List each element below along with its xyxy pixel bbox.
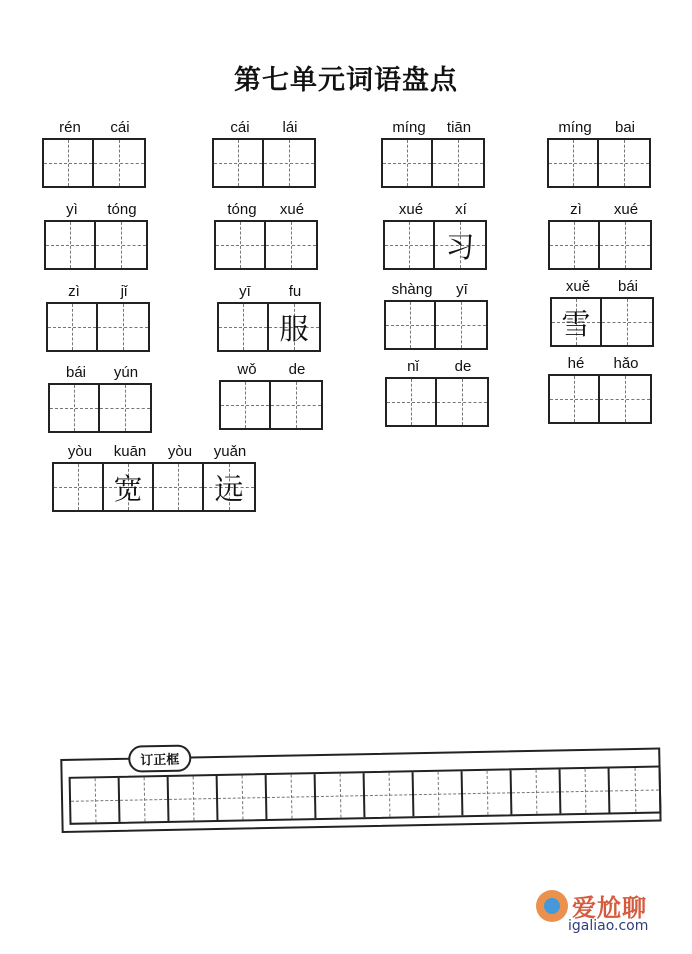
word-item <box>217 283 321 352</box>
pinyin-label: míng <box>558 119 592 136</box>
correction-cell[interactable] <box>120 777 170 822</box>
word-item <box>383 201 487 270</box>
pinyin-row <box>214 201 318 220</box>
pinyin-row <box>42 119 146 138</box>
word-item <box>52 443 256 512</box>
writing-cell[interactable] <box>549 140 599 186</box>
correction-cell[interactable] <box>316 773 366 818</box>
writing-cell[interactable] <box>98 304 148 350</box>
tian-grid <box>550 297 654 347</box>
pinyin-label: hǎo <box>613 355 639 372</box>
pinyin-label: yuǎn <box>213 443 247 460</box>
correction-cell[interactable] <box>414 771 464 816</box>
word-item <box>212 119 316 188</box>
word-item <box>548 355 652 424</box>
correction-cell[interactable] <box>365 772 415 817</box>
word-item <box>547 119 651 188</box>
tian-grid <box>48 383 152 433</box>
pinyin-label: wǒ <box>237 361 257 378</box>
pinyin-row <box>547 119 651 138</box>
pinyin-label: xí <box>455 201 467 218</box>
pinyin-label: hé <box>567 355 585 372</box>
tian-grid <box>219 380 323 430</box>
watermark-url: igaliao.com <box>568 918 649 934</box>
pinyin-label: yòu <box>167 443 193 460</box>
correction-frame <box>60 733 662 833</box>
pinyin-row <box>217 283 321 302</box>
writing-cell[interactable] <box>50 385 100 431</box>
writing-cell[interactable] <box>96 222 146 268</box>
pinyin-row <box>212 119 316 138</box>
pinyin-label: bai <box>614 119 636 136</box>
tian-grid <box>548 374 652 424</box>
correction-cell[interactable] <box>610 768 660 813</box>
pinyin-label: xuě <box>565 278 591 295</box>
tian-grid <box>217 302 321 352</box>
word-item <box>548 201 652 270</box>
writing-cell[interactable] <box>94 140 144 186</box>
correction-cell[interactable] <box>169 776 219 821</box>
writing-cell[interactable] <box>214 140 264 186</box>
correction-cell[interactable] <box>267 774 317 819</box>
word-item <box>44 201 148 270</box>
writing-cell[interactable] <box>437 379 487 425</box>
correction-cell[interactable] <box>561 768 611 813</box>
hanzi-char: 远 <box>214 471 244 506</box>
word-item <box>550 278 654 347</box>
writing-cell[interactable] <box>104 464 154 510</box>
tian-grid <box>42 138 146 188</box>
pinyin-row <box>385 358 489 377</box>
word-item <box>385 358 489 427</box>
writing-cell[interactable] <box>602 299 652 345</box>
word-item <box>46 283 150 352</box>
pinyin-row <box>548 201 652 220</box>
correction-cell[interactable] <box>218 775 268 820</box>
writing-cell[interactable] <box>266 222 316 268</box>
writing-cell[interactable] <box>387 379 437 425</box>
pinyin-label: cái <box>110 119 130 136</box>
pinyin-label: zì <box>570 201 582 218</box>
writing-cell[interactable] <box>204 464 254 510</box>
tian-grid <box>52 462 256 512</box>
pinyin-row <box>381 119 485 138</box>
tian-grid <box>212 138 316 188</box>
word-item <box>48 364 152 433</box>
tian-grid <box>214 220 318 270</box>
writing-cell[interactable] <box>550 222 600 268</box>
pinyin-label: cái <box>230 119 250 136</box>
word-item <box>219 361 323 430</box>
writing-cell[interactable] <box>599 140 649 186</box>
hanzi-char: 宽 <box>113 471 143 506</box>
pinyin-label: yì <box>66 201 78 218</box>
hanzi-char: 雪 <box>561 306 591 341</box>
tian-grid <box>44 220 148 270</box>
pinyin-label: yún <box>113 364 139 381</box>
pinyin-label: bái <box>617 278 639 295</box>
writing-cell[interactable] <box>48 304 98 350</box>
pinyin-label: xué <box>398 201 424 218</box>
writing-cell[interactable] <box>386 302 436 348</box>
pinyin-row <box>219 361 323 380</box>
page-title: 第七单元词语盘点 <box>234 65 458 96</box>
pinyin-label: nǐ <box>407 358 419 375</box>
writing-cell[interactable] <box>552 299 602 345</box>
writing-cell[interactable] <box>219 304 269 350</box>
pinyin-row <box>550 278 654 297</box>
pinyin-label: de <box>288 361 306 378</box>
correction-cell[interactable] <box>512 769 562 814</box>
word-item <box>381 119 485 188</box>
writing-cell[interactable] <box>600 222 650 268</box>
pinyin-row <box>548 355 652 374</box>
writing-cell[interactable] <box>435 222 485 268</box>
correction-frame-label: 订正框 <box>128 744 192 772</box>
tian-grid <box>547 138 651 188</box>
pinyin-label: yòu <box>67 443 93 460</box>
writing-cell[interactable] <box>600 376 650 422</box>
writing-cell[interactable] <box>46 222 96 268</box>
writing-cell[interactable] <box>100 385 150 431</box>
pinyin-label: kuān <box>113 443 147 460</box>
writing-cell[interactable] <box>269 304 319 350</box>
pinyin-label: tóng <box>107 201 137 218</box>
writing-cell[interactable] <box>271 382 321 428</box>
pinyin-label: jǐ <box>120 283 128 300</box>
pinyin-label: rén <box>59 119 81 136</box>
pinyin-row <box>48 364 152 383</box>
writing-cell[interactable] <box>385 222 435 268</box>
writing-cell[interactable] <box>44 140 94 186</box>
pinyin-label: xué <box>613 201 639 218</box>
pinyin-label: xué <box>279 201 305 218</box>
correction-cell[interactable] <box>71 778 121 823</box>
writing-cell[interactable] <box>433 140 483 186</box>
writing-cell[interactable] <box>550 376 600 422</box>
pinyin-label: yī <box>239 283 251 300</box>
watermark-text: 爱尬聊 <box>572 894 647 922</box>
logo-badge-icon <box>536 890 568 922</box>
pinyin-label: yī <box>456 281 468 298</box>
pinyin-label: lái <box>282 119 298 136</box>
pinyin-label: shàng <box>391 281 433 298</box>
pinyin-row <box>46 283 150 302</box>
tian-grid <box>385 377 489 427</box>
word-item <box>214 201 318 270</box>
pinyin-label: tiān <box>446 119 472 136</box>
writing-cell[interactable] <box>264 140 314 186</box>
pinyin-row <box>52 443 256 462</box>
tian-grid <box>548 220 652 270</box>
pinyin-label: zì <box>68 283 80 300</box>
hanzi-char: 服 <box>279 311 309 346</box>
pinyin-row <box>44 201 148 220</box>
pinyin-row <box>384 281 488 300</box>
tian-grid <box>46 302 150 352</box>
pinyin-label: tóng <box>227 201 257 218</box>
pinyin-label: fu <box>288 283 302 300</box>
pinyin-label: bái <box>65 364 87 381</box>
tian-grid <box>384 300 488 350</box>
writing-cell[interactable] <box>383 140 433 186</box>
writing-cell[interactable] <box>154 464 204 510</box>
pinyin-row <box>383 201 487 220</box>
writing-cell[interactable] <box>54 464 104 510</box>
word-item <box>384 281 488 350</box>
hanzi-char: 习 <box>445 229 475 264</box>
tian-grid <box>381 138 485 188</box>
writing-cell[interactable] <box>436 302 486 348</box>
pinyin-label: míng <box>392 119 426 136</box>
word-item <box>42 119 146 188</box>
correction-cell[interactable] <box>463 770 513 815</box>
watermark <box>530 876 686 946</box>
writing-cell[interactable] <box>216 222 266 268</box>
writing-cell[interactable] <box>221 382 271 428</box>
tian-grid <box>383 220 487 270</box>
pinyin-label: de <box>454 358 472 375</box>
